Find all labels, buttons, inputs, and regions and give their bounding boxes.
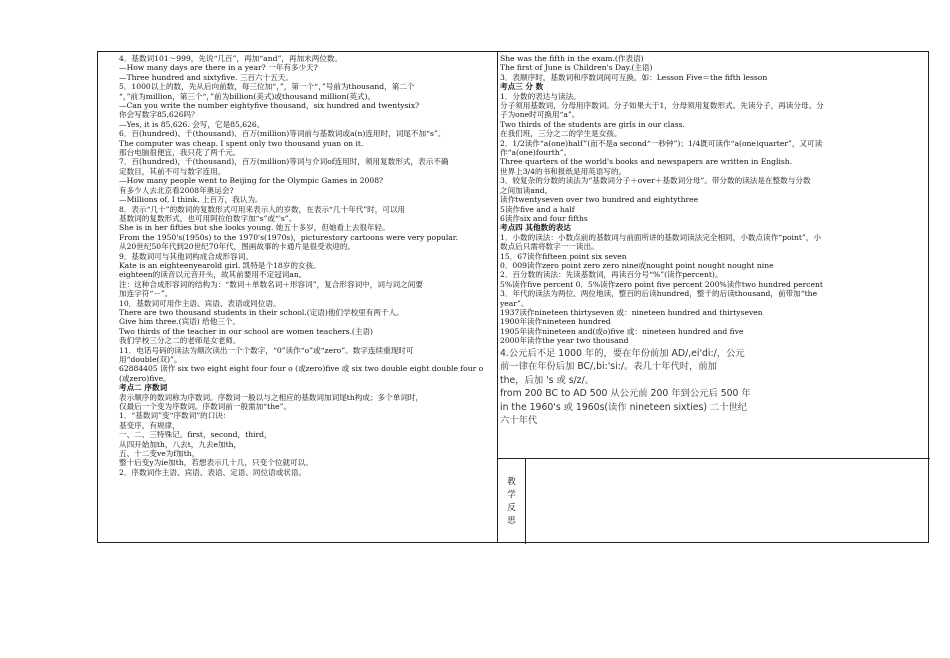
text-line: 从四开始加th，八去t，九去e加th， bbox=[119, 439, 242, 449]
text-line: —How many people went to Beijing for the Olympic Games in 2008? bbox=[119, 176, 384, 186]
text-line: 2．序数词作主语、宾语、表语、定语、同位语或状语。 bbox=[119, 467, 307, 477]
text-line: 1．分数的表达与读法。 bbox=[500, 91, 581, 101]
scanned-note-line: 4.公元后不足 1000 年的，要在年份前加 AD/,ei'di:/，公元 bbox=[500, 347, 745, 359]
text-line: 表示顺序的数词称为序数词。序数词一般以与之相应的基数词加词尾th构成；多个单词时， bbox=[119, 392, 424, 402]
text-line: —How many days are there in a year? 一年有多少天? bbox=[119, 63, 318, 73]
text-line: 2．百分数的读法：先读基数词，再读百分号“%”(读作percent)。 bbox=[500, 270, 723, 280]
text-line: —Millions of, I think. 上百万，我认为。 bbox=[119, 195, 263, 205]
section-heading: 考点三 分 数 bbox=[500, 82, 544, 92]
text-line: —Can you write the number eightyfive thousand，six hundred and twentysix? bbox=[119, 101, 420, 111]
text-line: 一、二、三特殊记，first，second，third， bbox=[119, 430, 272, 440]
text-line: 之间加读and。 bbox=[500, 185, 553, 195]
text-line: 5．1000以上的数，先从后向前数，每三位加“，”，第一个“，”号前为thousand，第二个 bbox=[119, 82, 415, 92]
text-line: 1．小数的读法：小数点前的基数词与前面所讲的基数词读法完全相同，小数点读作“point”，小 bbox=[500, 232, 821, 242]
text-line: (或zero)five。 bbox=[119, 373, 171, 383]
text-line: 10．基数词可用作主语、宾语、表语或同位语。 bbox=[119, 298, 281, 308]
text-line: 9．基数词可与其他词构成合成形容词。 bbox=[119, 251, 253, 261]
text-line: 作“a(one)fourth”。 bbox=[500, 148, 572, 158]
text-line: 基数词的复数形式，也可用阿拉伯数字加“s”或“'s”。 bbox=[119, 213, 297, 223]
text-line: 基变序，有规律， bbox=[119, 420, 180, 430]
text-line: 从20世纪50年代到20世纪70年代，图画故事的卡通片是很受欢迎的。 bbox=[119, 242, 356, 252]
text-line: 定数目，其前不可与数字连用。 bbox=[119, 166, 226, 176]
text-line: 用“double(双)”。 bbox=[119, 355, 182, 364]
text-line: There are two thousand students in their school.(定语)他们学校里有两千人。 bbox=[119, 307, 404, 317]
text-line: 1900年读作nineteen hundred bbox=[500, 317, 611, 327]
text-line: Two thirds of the students are girls in our class. bbox=[500, 119, 685, 129]
text-line: eighteen的读音以元音开头，故其前要用不定冠词an。 bbox=[119, 270, 307, 280]
reflection-label-char: 学 bbox=[507, 489, 516, 500]
text-line: The computer was cheap. I spent only two thousand yuan on it. bbox=[119, 138, 364, 148]
text-line: 分子须用基数词，分母用序数词。分子如果大于1，分母须用复数形式。先读分子，再读分母。分 bbox=[500, 101, 824, 111]
reflection-label-char: 思 bbox=[507, 515, 516, 526]
text-line: 8．表示“几十”的数词的复数形式可用来表示人的岁数，在表示“几十年代”时，可以用 bbox=[119, 204, 406, 214]
left-column bbox=[98, 52, 498, 542]
text-line: Three quarters of the world's books and newspapers are written in English. bbox=[500, 157, 793, 167]
text-line: 1905年读作nineteen and(或o)five 或：nineteen hundred and five bbox=[500, 326, 744, 336]
text-line: 1．“基数词”变“序数词”的口诀： bbox=[119, 411, 231, 421]
text-line: 11．电话号码的读法为顺次读出一个个数字，“0”读作“o”或“zero”。数字连续重现时可 bbox=[119, 345, 414, 355]
text-line: 5%读作five percent 0．5%读作zero point five percent 200%读作two hundred percent bbox=[500, 279, 823, 289]
text-line: 读作twentyseven over two hundred and eightythree bbox=[500, 195, 699, 205]
document-page bbox=[97, 51, 929, 543]
text-line: 在我们班，三分之二的学生是女孩。 bbox=[500, 129, 622, 139]
teaching-reflection-area bbox=[526, 459, 930, 542]
text-line: The first of June is Children's Day.(主语) bbox=[500, 63, 653, 73]
text-line: Two thirds of the teacher in our school are women teachers.(主语) bbox=[119, 326, 374, 336]
text-line: 6读作six and four fifths bbox=[500, 213, 588, 223]
text-line: 1937读作nineteen thirtyseven 或：nineteen hundred and thirtyseven bbox=[500, 307, 763, 317]
right-column bbox=[498, 52, 930, 542]
text-line: Give him three.(宾语) 给他三个。 bbox=[119, 317, 241, 327]
text-line: 3．表顺序时，基数词和序数词间可互换，如：Lesson Five＝the fifth lesson bbox=[500, 72, 768, 82]
text-line: 注：这种合成形容词的结构为：“数词＋单数名词＋形容词”，复合形容词中，词与词之间要 bbox=[119, 279, 423, 289]
scanned-note-line: 六十年代 bbox=[500, 415, 538, 427]
text-line: 2．1/2读作“a(one)half”(而不是a second“一秒钟”)；1/4既可读作“a(one)quarter”，又可读 bbox=[500, 138, 823, 148]
text-line: Kate is an eighteenyearold girl. 凯特是个18岁的女孩。 bbox=[119, 260, 321, 270]
text-line: 2000年读作the year two thousand bbox=[500, 336, 629, 346]
text-line: 7．百(hundred)，千(thousand)，百万(million)等词与介词of连用时，须用复数形式，表示不确 bbox=[119, 157, 449, 167]
scanned-note-line: from 200 BC to AD 500 从公元前 200 年到公元后 500 年 bbox=[500, 388, 751, 400]
text-line: 5读作five and a half bbox=[500, 204, 575, 214]
text-line: 3．年代的读法为两位、两位地读，整百的后读hundred，整千的后读thousand，前带加“the bbox=[500, 289, 818, 299]
text-line: 15．67读作fifteen point six seven bbox=[500, 251, 627, 261]
text-line: —Three hundred and sixtyfive. 三百六十五天。 bbox=[119, 72, 293, 82]
text-line: She was the fifth in the exam.(作表语) bbox=[500, 54, 644, 63]
text-line: 4．基数词101～999，先说“几百”，再加“and”，再加末两位数。 bbox=[119, 54, 343, 63]
text-line: year”。 bbox=[500, 298, 529, 308]
reflection-label-char: 反 bbox=[507, 502, 516, 513]
text-line: 数点后只需将数字一一读出。 bbox=[500, 242, 599, 252]
text-line: 世界上3/4的书和报纸是用英语写的。 bbox=[500, 166, 627, 176]
scanned-note-line: the，后加 's 或 s/z/。 bbox=[500, 374, 594, 386]
scanned-note-block bbox=[500, 347, 926, 428]
section-heading: 考点四 其他数的表达 bbox=[500, 223, 571, 233]
text-line: 你会写数字85,626吗？ bbox=[119, 110, 199, 120]
text-line: 加连字符“－”。 bbox=[119, 289, 173, 299]
right-column-content bbox=[498, 52, 930, 459]
text-line: She is in her fifties but she looks young. 她五十多岁，但她看上去很年轻。 bbox=[119, 223, 390, 233]
text-line: 6．百(hundred)、千(thousand)、百万(million)等词前与基数词或a(n)连用时，词尾不加“s”。 bbox=[119, 129, 446, 139]
text-line: 子为one时可换用“a”。 bbox=[500, 110, 580, 120]
section-heading: 考点二 序数词 bbox=[119, 383, 168, 393]
text-line: 3．较复杂的分数的读法为“基数词分子＋over＋基数词分母”。带分数的读法是在整数与分数 bbox=[500, 176, 811, 186]
text-line: From the 1950's(1950s) to the 1970's(1970s)，picturestory cartoons were very popular. bbox=[119, 232, 459, 242]
scanned-note-line: 前一律在年份后加 BC/,bi:'si:/。表几十年代时，前加 bbox=[500, 361, 717, 373]
text-line: 0．009读作zero point zero zero nine或nought point nought nought nine bbox=[500, 260, 774, 270]
text-line: 五、十二变ve为f加th， bbox=[119, 449, 200, 459]
text-line: 仅最后一个变为序数词。序数词前一般需加“the”。 bbox=[119, 402, 292, 412]
text-line: 整十后变y为ie加th，若想表示几十几，只变个位就可以。 bbox=[119, 458, 313, 468]
text-line: 我们学校三分之二的老师是女老师。 bbox=[119, 336, 241, 346]
text-line: “，”前为million，第三个“，”前为billion(美式)或thousand million(英式)。 bbox=[119, 91, 376, 101]
text-line: 那台电脑很便宜，我只花了两千元。 bbox=[119, 148, 241, 158]
text-line: —Yes, it is 85,626. 会写，它是85,626。 bbox=[119, 119, 265, 129]
text-line: 有多少人去北京看2008年奥运会? bbox=[119, 185, 234, 195]
text-line: 62884405 读作 six two eight eight four four o (或zero)five 或 six two double eight double four o bbox=[119, 364, 484, 374]
reflection-label-char: 教 bbox=[507, 476, 516, 487]
scanned-note-line: in the 1960's 或 1960s(读作 nineteen sixties) 二十世纪 bbox=[500, 401, 748, 413]
teaching-reflection-label bbox=[498, 459, 526, 544]
